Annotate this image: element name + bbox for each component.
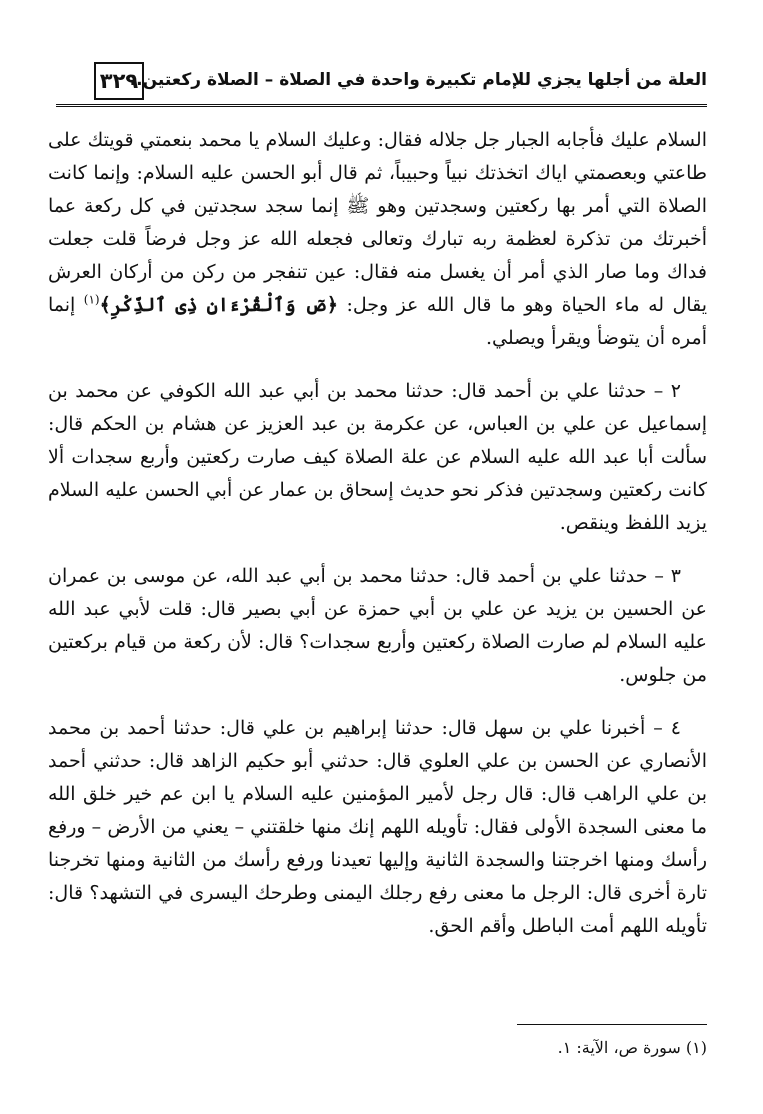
paragraph-3: ٣ – حدثنا علي بن أحمد قال: حدثنا محمد بن أبي عبد الله، عن موسى بن عمران عن الحسين بن يزيد عن علي بن أبي حمزة عن أبي بصير قال: قلت لأبي عبد الله عليه السلام لم صارت الصلاة ركعتين وأربع سجدات؟ قال: لأن ركعة من قيام بركعتين من جلوس. <box>48 565 707 686</box>
footnote-1: (١) سورة ص، الآية: ١. <box>557 1038 707 1057</box>
quran-verse: ﴿صٓ وَٱلْقُرْءَانِ ذِى ٱلذِّكْرِ﴾ <box>99 294 339 316</box>
running-title: العلة من أجلها يجزي للإمام تكبيرة واحدة في الصلاة – الصلاة ركعتين.. <box>129 70 707 90</box>
footnote-rule <box>517 1024 707 1025</box>
paragraph-1 <box>48 124 707 355</box>
paragraph-4: ٤ – أخبرنا علي بن سهل قال: حدثنا إبراهيم بن علي قال: حدثنا أحمد بن محمد الأنصاري عن الحسن بن علي العلوي قال: حدثني أبو حكيم الزاهد قال: حدثني أحمد بن علي الراهب قال: قال رجل لأمير المؤمنين عليه السلام يا ابن عم خير خلق الله ما معنى السجدة الأولى فقال: تأويله اللهم إنك منها خلقتني – يعني من الأرض – ورفع رأسك ومنها اخرجتنا والسجدة الثانية وإليها تعيدنا ورفع رأسك من الثانية ومنها تخرجنا تارة أخرى قال: الرجل ما معنى رفع رجلك اليمنى وطرحك اليسرى في التشهد؟ قال: تأويله اللهم أمت الباطل وأقم الحق. <box>48 717 707 937</box>
paragraph-1-text: السلام عليك فأجابه الجبار جل جلاله فقال: وعليك السلام يا محمد بنعمتي قويتك على طاعتي وبعصمتي اياك اتخذتك نبياً وحبيباً، ثم قال أبو الحسن عليه السلام: وإنما كانت الصلاة التي أمر بها ركعتين وسجدتين وهو ﷺ إنما سجد سجدتين في كل ركعة عما أخبرتك من تذكرة لعظمة ربه تبارك وتعالى فجعله الله عز وجل فرضاً قلت جعلت فداك وما صار الذي أمر أن يغسل منه فقال: عين تنفجر من ركن من أركان العرش يقال له ماء الحياة وهو ما قال الله عز وجل: <box>48 129 707 316</box>
paragraph-2: ٢ – حدثنا علي بن أحمد قال: حدثنا محمد بن أبي عبد الله الكوفي عن محمد بن إسماعيل عن علي بن العباس، عن عكرمة بن عبد العزيز عن هشام بن الحكم قال: سألت أبا عبد الله عليه السلام عن علة الصلاة كيف صارت ركعتين وأربع سجدات ألا كانت ركعتين وسجدتين فذكر نحو حديث إسحاق بن عمار عن أبي الحسن عليه السلام يزيد اللفظ وينقص. <box>48 380 707 534</box>
header-rule <box>56 104 707 107</box>
paragraph-1-end: إنما أمره أن يتوضأ ويقرأ ويصلي. <box>48 294 707 349</box>
footnote-marker: (١) <box>83 292 100 307</box>
page-body <box>48 124 707 963</box>
page-number: ٣٢٩ <box>94 62 144 100</box>
page-header <box>94 62 707 102</box>
